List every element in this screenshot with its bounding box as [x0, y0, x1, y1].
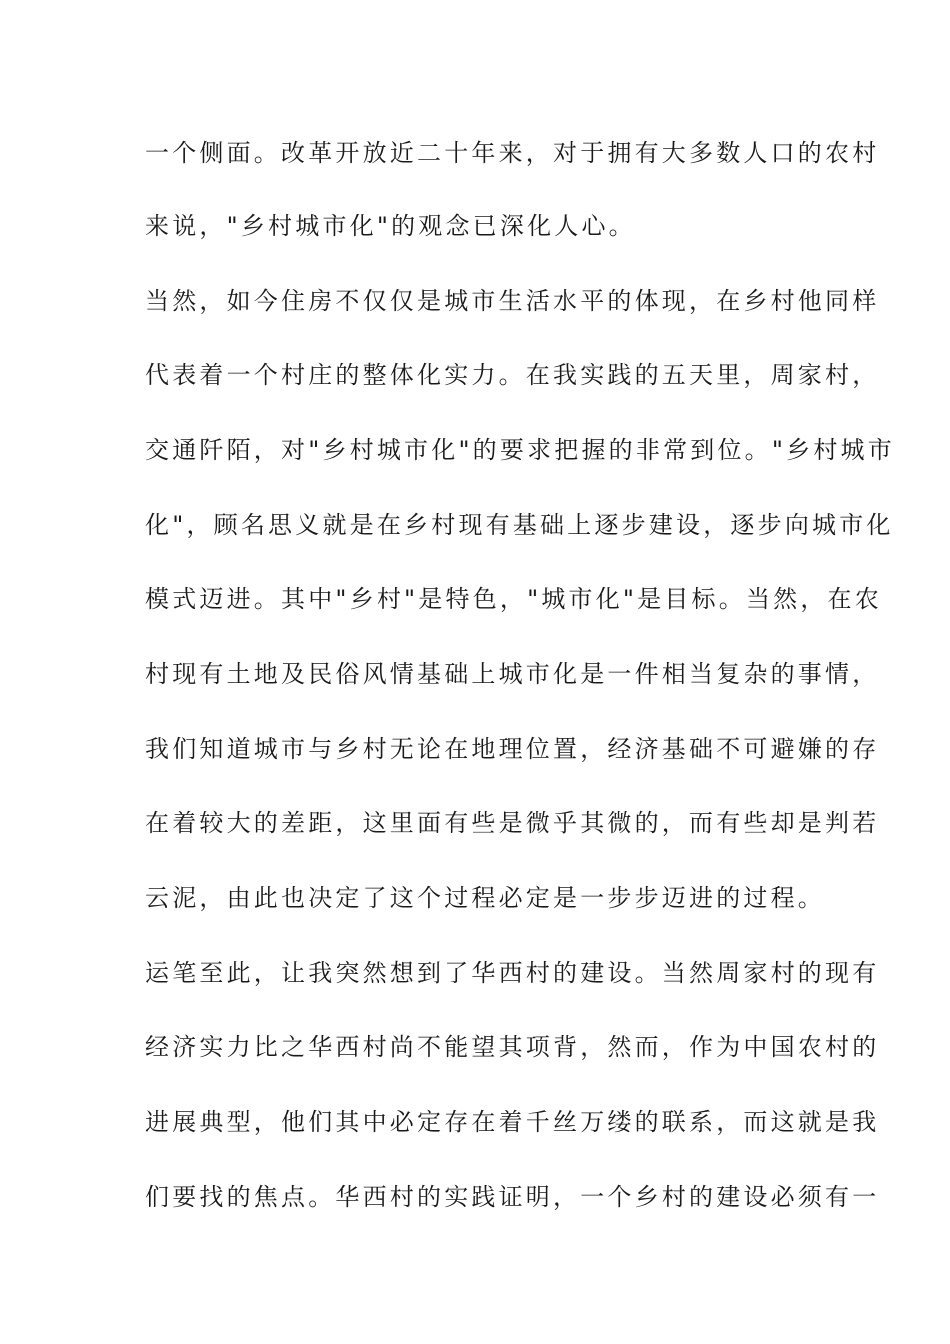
text-line: 代表着一个村庄的整体化实力。在我实践的五天里，周家村， — [145, 361, 880, 389]
text-line: 来说，"乡村城市化"的观念已深化人心。 — [145, 212, 636, 240]
text-line: 一个侧面。改革开放近二十年来，对于拥有大多数人口的农村 — [145, 139, 880, 167]
text-line: 化"，顾名思义就是在乡村现有基础上逐步建设，逐步向城市化 — [145, 511, 894, 539]
text-line: 村现有土地及民俗风情基础上城市化是一件相当复杂的事情， — [145, 660, 880, 688]
text-line: 云泥，由此也决定了这个过程必定是一步步迈进的过程。 — [145, 884, 825, 912]
text-line: 在着较大的差距，这里面有些是微乎其微的，而有些却是判若 — [145, 809, 880, 837]
text-line: 们要找的焦点。华西村的实践证明，一个乡村的建设必须有一 — [145, 1183, 880, 1211]
text-line: 交通阡陌，对"乡村城市化"的要求把握的非常到位。"乡村城市 — [145, 436, 895, 464]
text-line: 当然，如今住房不仅仅是城市生活水平的体现，在乡村他同样 — [145, 287, 880, 315]
text-line: 进展典型，他们其中必定存在着千丝万缕的联系，而这就是我 — [145, 1108, 880, 1136]
text-line: 运笔至此，让我突然想到了华西村的建设。当然周家村的现有 — [145, 959, 880, 987]
text-line: 模式迈进。其中"乡村"是特色，"城市化"是目标。当然，在农 — [145, 585, 882, 613]
text-line: 我们知道城市与乡村无论在地理位置，经济基础不可避嫌的存 — [145, 735, 880, 763]
text-line: 经济实力比之华西村尚不能望其项背，然而，作为中国农村的 — [145, 1033, 880, 1061]
